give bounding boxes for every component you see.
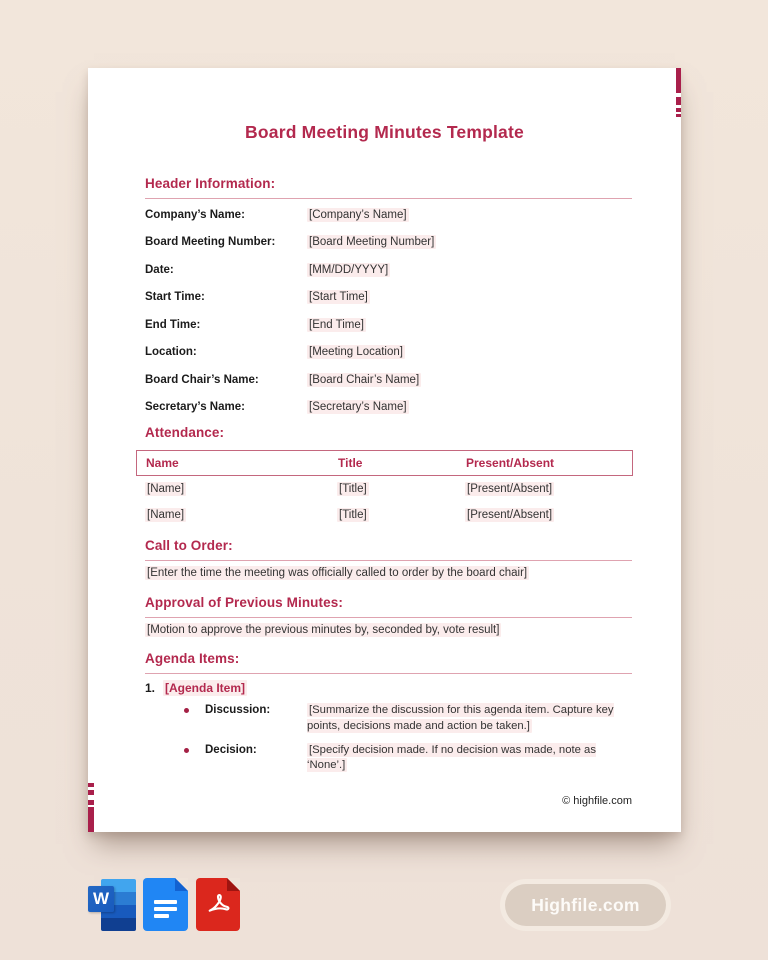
column-header: Name bbox=[146, 455, 179, 470]
watermark-label: Highfile.com bbox=[531, 894, 640, 915]
field-row bbox=[145, 394, 632, 422]
section-heading-header-information: Header Information: bbox=[145, 176, 632, 199]
field-value: [Start Time] bbox=[309, 291, 368, 304]
document-page bbox=[88, 68, 681, 832]
bullet-icon bbox=[184, 748, 189, 753]
cell-value: [Present/Absent] bbox=[467, 508, 553, 521]
copyright-note: © highfile.com bbox=[562, 795, 632, 807]
bullet-text: [Summarize the discussion for this agenda item. Capture key points, decisions made and action be taken.] bbox=[307, 703, 614, 732]
field-row bbox=[145, 256, 632, 284]
acrobat-glyph-icon bbox=[204, 891, 232, 919]
approval-text: [Motion to approve the previous minutes by, seconded by, vote result] bbox=[147, 624, 500, 637]
field-label: Start Time: bbox=[145, 291, 205, 304]
folded-corner bbox=[175, 878, 188, 891]
folded-corner bbox=[227, 878, 240, 891]
doc-line bbox=[154, 900, 177, 904]
agenda-bullet-decision bbox=[145, 743, 632, 775]
section-heading-agenda-items: Agenda Items: bbox=[145, 651, 632, 674]
section-heading-call-to-order: Call to Order: bbox=[145, 538, 632, 561]
cell-value: [Title] bbox=[339, 483, 367, 496]
field-row bbox=[145, 339, 632, 367]
section-heading-approval-previous-minutes: Approval of Previous Minutes: bbox=[145, 595, 632, 618]
field-label: Location: bbox=[145, 346, 197, 359]
column-header: Present/Absent bbox=[466, 455, 555, 470]
field-row bbox=[145, 229, 632, 257]
google-docs-icon[interactable] bbox=[143, 878, 188, 931]
word-letter-badge: W bbox=[88, 886, 114, 912]
field-value: [Company’s Name] bbox=[309, 208, 407, 221]
agenda-item-number: 1. bbox=[145, 680, 156, 695]
bullet-icon bbox=[184, 708, 189, 713]
page-edge-mark-top-right bbox=[676, 68, 682, 118]
field-label: Board Chair’s Name: bbox=[145, 373, 259, 386]
table-row bbox=[136, 476, 633, 502]
agenda-item-title: [Agenda Item] bbox=[165, 680, 246, 695]
bullet-label: Discussion: bbox=[205, 703, 271, 716]
attendance-table bbox=[136, 450, 633, 527]
section-heading-attendance: Attendance: bbox=[145, 425, 225, 440]
bullet-label: Decision: bbox=[205, 743, 257, 756]
attendance-header-row bbox=[136, 450, 633, 476]
header-fields bbox=[145, 201, 632, 421]
cell-value: [Name] bbox=[147, 508, 185, 521]
doc-line bbox=[154, 914, 169, 918]
agenda-bullet-discussion bbox=[145, 703, 632, 735]
field-value: [End Time] bbox=[309, 318, 364, 331]
cell-value: [Present/Absent] bbox=[467, 483, 553, 496]
field-row bbox=[145, 284, 632, 312]
doc-line bbox=[154, 907, 177, 911]
bullet-text: [Specify decision made. If no decision was made, note as ‘None’.] bbox=[307, 743, 596, 772]
field-label: End Time: bbox=[145, 318, 201, 331]
field-row bbox=[145, 201, 632, 229]
ms-word-icon[interactable] bbox=[88, 879, 136, 931]
field-value: [MM/DD/YYYY] bbox=[309, 263, 389, 276]
field-label: Company’s Name: bbox=[145, 208, 245, 221]
pdf-icon[interactable] bbox=[196, 878, 240, 931]
column-header: Title bbox=[338, 455, 363, 470]
field-label: Secretary’s Name: bbox=[145, 401, 245, 414]
field-value: [Board Chair’s Name] bbox=[309, 373, 420, 386]
page-edge-mark-bottom-left bbox=[88, 782, 94, 832]
field-row bbox=[145, 311, 632, 339]
table-row bbox=[136, 501, 633, 527]
cell-value: [Title] bbox=[339, 508, 367, 521]
field-label: Board Meeting Number: bbox=[145, 236, 276, 249]
agenda-item-title-row bbox=[145, 681, 632, 695]
cell-value: [Name] bbox=[147, 483, 185, 496]
call-to-order-text: [Enter the time the meeting was officially called to order by the board chair] bbox=[147, 566, 528, 579]
field-label: Date: bbox=[145, 263, 174, 276]
field-value: [Meeting Location] bbox=[309, 346, 403, 359]
highfile-watermark-badge[interactable] bbox=[505, 884, 666, 926]
document-title: Board Meeting Minutes Template bbox=[245, 122, 524, 142]
field-value: [Secretary’s Name] bbox=[309, 401, 407, 414]
field-value: [Board Meeting Number] bbox=[309, 236, 435, 249]
field-row bbox=[145, 366, 632, 394]
